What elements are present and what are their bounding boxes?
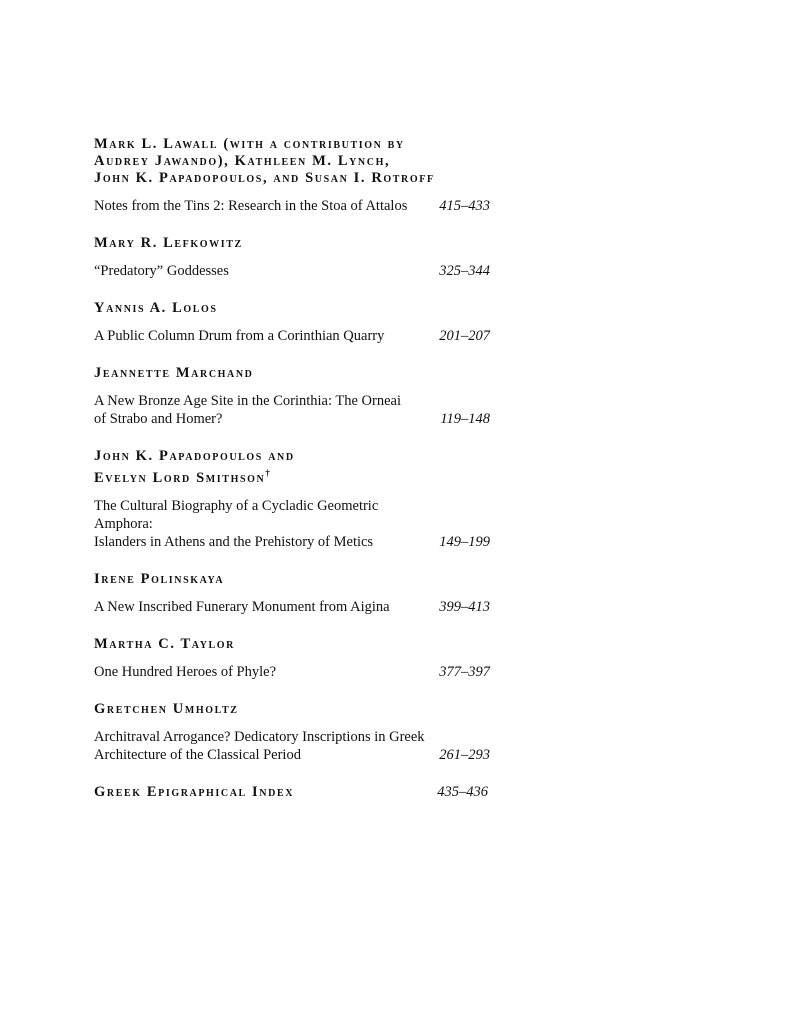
page-range: 201–207 [439, 328, 490, 344]
toc-entry-taylor [94, 636, 490, 681]
title-line: A Public Column Drum from a Corinthian Quarry [94, 328, 385, 344]
article-title[interactable] [94, 392, 440, 428]
title-line: Notes from the Tins 2: Research in the Stoa of Attalos [94, 198, 408, 214]
page-range: 399–413 [439, 598, 490, 615]
author-line: Yannis A. Lolos [94, 300, 218, 316]
author-line-text: Evelyn Lord Smithson [94, 469, 266, 486]
author-line: Mary R. Lefkowitz [94, 235, 243, 251]
article-title[interactable] [94, 262, 439, 280]
author-line: Mark L. Lawall (with a contribution by [94, 136, 405, 152]
toc-entry-umholtz [94, 701, 490, 764]
article-row [94, 598, 490, 616]
author-line: John K. Papadopoulos and [94, 448, 295, 464]
author-line: Martha C. Taylor [94, 635, 235, 652]
author-name [94, 136, 490, 187]
title-line: of Strabo and Homer? [94, 411, 223, 427]
article-row [94, 197, 490, 215]
author-name [94, 701, 490, 718]
toc-entry-marchand [94, 365, 490, 428]
author-name [94, 365, 490, 382]
title-line: Architraval Arrogance? Dedicatory Inscriptions in Greek [94, 728, 425, 745]
author-name [94, 448, 490, 487]
author-line [94, 465, 490, 487]
article-row [94, 728, 490, 764]
article-row [94, 497, 490, 551]
toc-entry-polinskaya [94, 571, 490, 616]
page-range: 377–397 [439, 663, 490, 680]
article-title[interactable] [94, 197, 439, 215]
toc-entry-index [94, 784, 490, 801]
page-range: 415–433 [439, 198, 490, 214]
toc-entry-papadopoulos-smithson [94, 448, 490, 551]
page-range: 435–436 [437, 783, 488, 800]
toc-entry-lolos [94, 300, 490, 345]
author-name [94, 300, 490, 317]
title-line: Architecture of the Classical Period [94, 746, 301, 763]
article-title[interactable] [94, 728, 439, 764]
article-row [94, 392, 490, 428]
article-title[interactable] [94, 497, 439, 551]
author-line: John K. Papadopoulos, and Susan I. Rotroff [94, 170, 435, 186]
article-title[interactable] [94, 327, 439, 345]
page-range: 261–293 [439, 746, 490, 763]
title-line: A New Inscribed Funerary Monument from Aigina [94, 598, 390, 615]
page-range: 149–199 [439, 533, 490, 550]
author-name [94, 235, 490, 252]
toc-entry-lefkowitz [94, 235, 490, 280]
article-row [94, 262, 490, 280]
author-line: Jeannette Marchand [94, 365, 254, 381]
title-line: A New Bronze Age Site in the Corinthia: The Orneai [94, 393, 401, 409]
table-of-contents [94, 136, 490, 801]
author-line: Audrey Jawando), Kathleen M. Lynch, [94, 153, 391, 169]
page-range: 119–148 [440, 411, 490, 427]
page-range: 325–344 [439, 263, 490, 279]
article-row [94, 327, 490, 345]
dagger-mark: † [265, 468, 270, 478]
author-name [94, 636, 490, 653]
title-line: Islanders in Athens and the Prehistory of Metics [94, 533, 374, 550]
title-line: The Cultural Biography of a Cycladic Geometric Amphora: [94, 497, 379, 532]
author-line: Gretchen Umholtz [94, 700, 239, 717]
article-title[interactable] [94, 663, 439, 681]
title-line: “Predatory” Goddesses [94, 263, 229, 279]
article-title[interactable] [94, 598, 439, 616]
article-row [94, 663, 490, 681]
title-line: One Hundred Heroes of Phyle? [94, 663, 277, 680]
toc-entry-lawall [94, 136, 490, 215]
author-name [94, 571, 490, 588]
index-label[interactable]: Greek Epigraphical Index [94, 783, 295, 800]
author-line: Irene Polinskaya [94, 570, 225, 587]
